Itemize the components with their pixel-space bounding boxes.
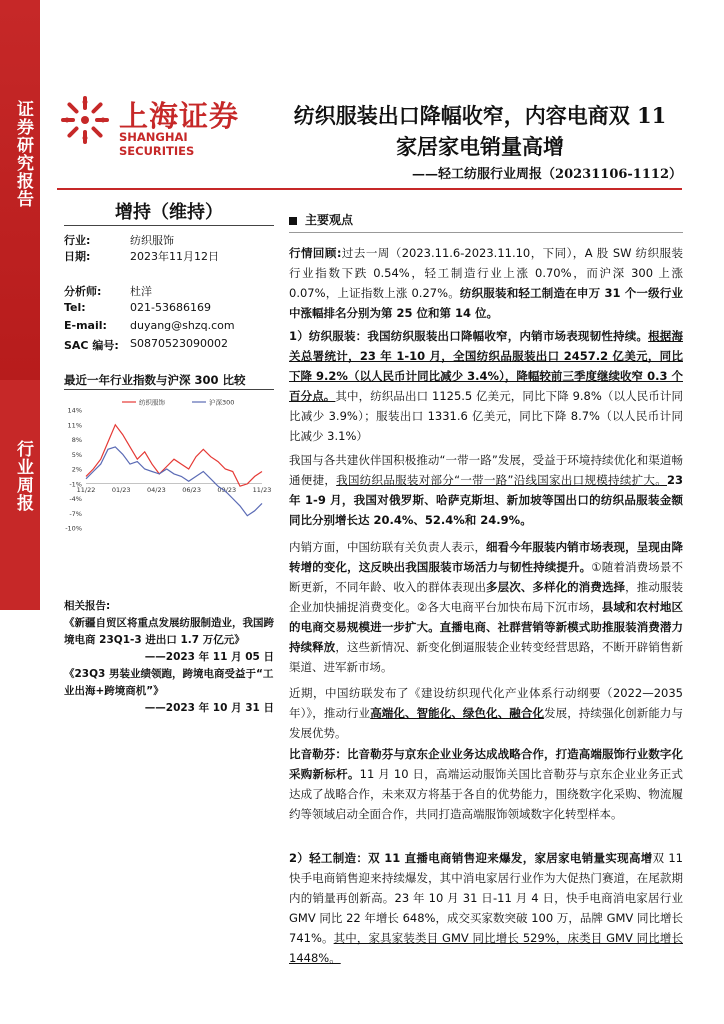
y-tick-label: -1% — [69, 480, 82, 489]
analyst-row-name: 分析师: 杜洋 — [64, 285, 152, 298]
paragraph-biem: 比音勒芬：比音勒芬与京东企业业务达成战略合作，打造高端服饰行业数字化采购新标杆。11 月 10 日，高端运动服饰关国比音勒芬与京东企业业务正式达成了战略合作，未来双方将基于各自的优势能力，围绕数字化采购、物流履约等领域启动全面合作，共同打造高端服饰领域数字化转型样本。 — [289, 747, 684, 821]
header-divider — [57, 188, 682, 190]
y-tick-label: -10% — [65, 524, 82, 533]
y-tick-label: 8% — [71, 436, 82, 444]
sidebar-report-label: 证券研究报告 — [13, 100, 33, 208]
section-divider — [289, 232, 683, 233]
x-tick-label: 11/22 — [76, 485, 96, 494]
analyst-row-email: E-mail: duyang@shzq.com — [64, 319, 235, 332]
series-line-2 — [86, 447, 262, 516]
chart-divider — [64, 389, 274, 390]
report-title-line1: 纺织服装出口降幅收窄，内容电商双 11 — [293, 103, 667, 128]
section-bullet-icon — [289, 217, 297, 225]
related-reports — [64, 598, 274, 717]
paragraph-domestic-sales: 内销方面，中国纺联有关负责人表示，细看今年服装内销市场表现，呈现由降转增的变化，这反映出我国服装市场活力与韧性持续提升。①随着消费场景不断更新，不同年龄、收入的群体表现出多层次、多样化的消费选择，推动服装企业加快捕捉消费变化。②各大电商平台加快布局下沉市场，县域和农村地区的电商交易规模进一步扩大。直播电商、社群营销等新模式助推服装消费潜力持续释放，这些新情况、新变化倒逼服装企业转变经营思路，不断开辟销售新渠道、进军新市场。 — [289, 540, 684, 674]
x-tick-label: 04/23 — [147, 485, 166, 494]
chart-title: 最近一年行业指数与沪深 300 比较 — [64, 373, 246, 387]
related-item-2[interactable]: 《23Q3 男装业绩领跑，跨境电商受益于“工业出海+跨境商机”》 — [64, 668, 274, 697]
legend-label-1: 纺织服饰 — [139, 398, 165, 407]
x-tick-label: 09/23 — [217, 485, 237, 494]
section-heading: 主要观点 — [289, 211, 683, 231]
report-title-line2: 家居家电销量高增 — [396, 134, 564, 159]
sidebar-mid-band — [0, 380, 40, 610]
paragraph-belt-road: 我国与各共建伙伴国积极推动“一带一路”发展，受益于环境持续优化和渠道畅通便捷，我国纺织品服装对部分“一带一路”沿线国家出口规模持续扩大。23 年 1-9 月，我国对俄罗斯、哈萨克斯坦、新加坡等国出口的纺织品服装金额同比分别增长达 20.4%、52.4%和 24.9%。 — [289, 453, 684, 527]
related-date-2: ——2023 年 10 月 31 日 — [144, 702, 274, 714]
series-line-1 — [86, 425, 262, 486]
paragraph-textile: 1）纺织服装：我国纺织服装出口降幅收窄，内销市场表现韧性持续。根据海关总署统计，23 年 1-10 月，全国纺织品服装出口 2457.2 亿美元，同比下降 9.2%（以人民币计同比减少 3.4%），降幅较前三季度继续收窄 0.3 个百分点。其中，纺织品出口 1125.5 亿美元，同比下降 9.8%（以人民币计同比减少 3.9%）；服装出口 1331.6 亿美元，同比下降 8.7%（以人民币计同比减少 3.1%） — [289, 329, 684, 443]
sidebar — [0, 0, 40, 1024]
brand-name-cn: 上海证券 — [119, 99, 240, 133]
x-tick-label: 01/23 — [111, 485, 131, 494]
brand-name-en: SHANGHAI SECURITIES — [119, 130, 195, 158]
y-tick-label: 2% — [71, 465, 82, 474]
info-row-date: 日期: 2023年11月12日 — [64, 250, 219, 263]
rating-divider — [64, 225, 274, 226]
y-tick-label: -4% — [69, 495, 82, 503]
brand-mark-icon — [57, 92, 113, 148]
related-date-1: ——2023 年 11 月 05 日 — [144, 651, 274, 663]
analyst-row-tel: Tel: 021-53686169 — [64, 301, 211, 314]
brand-logo — [57, 92, 257, 158]
index-comparison-chart — [62, 396, 274, 546]
legend-label-2: 沪深300 — [209, 398, 235, 407]
paragraph-market-review: 行情回顾:过去一周（2023.11.6-2023.11.10，下同），A 股 SW 纺织服装行业指数下跌 0.54%，轻工制造行业上涨 0.70%，而沪深 300 上涨 0.07%，上证指数上涨 0.27%。纺织服装和轻工制造在申万 31 个一级行业中涨幅排名分别为第 25 位和第 14 位。 — [289, 246, 683, 320]
y-tick-label: 5% — [71, 450, 82, 459]
x-tick-label: 06/23 — [182, 485, 201, 494]
rating: 增持（维持） — [115, 202, 223, 223]
y-tick-label: 11% — [67, 421, 82, 430]
related-header: 相关报告: — [64, 600, 111, 612]
info-row-industry: 行业: 纺织服饰 — [64, 234, 174, 247]
y-tick-label: 14% — [67, 406, 82, 415]
x-tick-label: 11/23 — [252, 485, 272, 494]
y-tick-label: -7% — [69, 509, 82, 518]
sidebar-top-band — [0, 0, 40, 380]
related-item-1[interactable]: 《新疆自贸区将重点发展纺服制造业，我国跨境电商 23Q1-3 进出口 1.7 万亿元》 — [64, 617, 274, 646]
report-subtitle: ——轻工纺服行业周报（20231106-1112） — [412, 167, 682, 182]
paragraph-light-industry: 2）轻工制造：双 11 直播电商销售迎来爆发，家居家电销量实现高增双 11 快手电商销售迎来持续爆发，其中消电家居行业作为大促热门赛道，在尾款期内的销量再创新高。23 年 10 月 31 日-11 月 4 日，快手电商消电家居行业 GMV 同比 22 年增长 648%，成交买家数突破 100 万，品牌 GMV 同比增长 741%。其中，家具家装类目 GMV 同比增长 529%，床类目 GMV 同比增长 1448%。 — [289, 851, 683, 965]
analyst-row-sac: SAC 编号: S0870523090002 — [64, 337, 228, 352]
sidebar-category-label: 行业周报 — [13, 440, 33, 512]
report-title — [280, 100, 680, 162]
paragraph-action-plan: 近期，中国纺联发布了《建设纺织现代化产业体系行动纲要（2022—2035 年）》，推动行业高端化、智能化、绿色化、融合化发展，持续强化创新能力与发展优势。 — [289, 686, 684, 740]
